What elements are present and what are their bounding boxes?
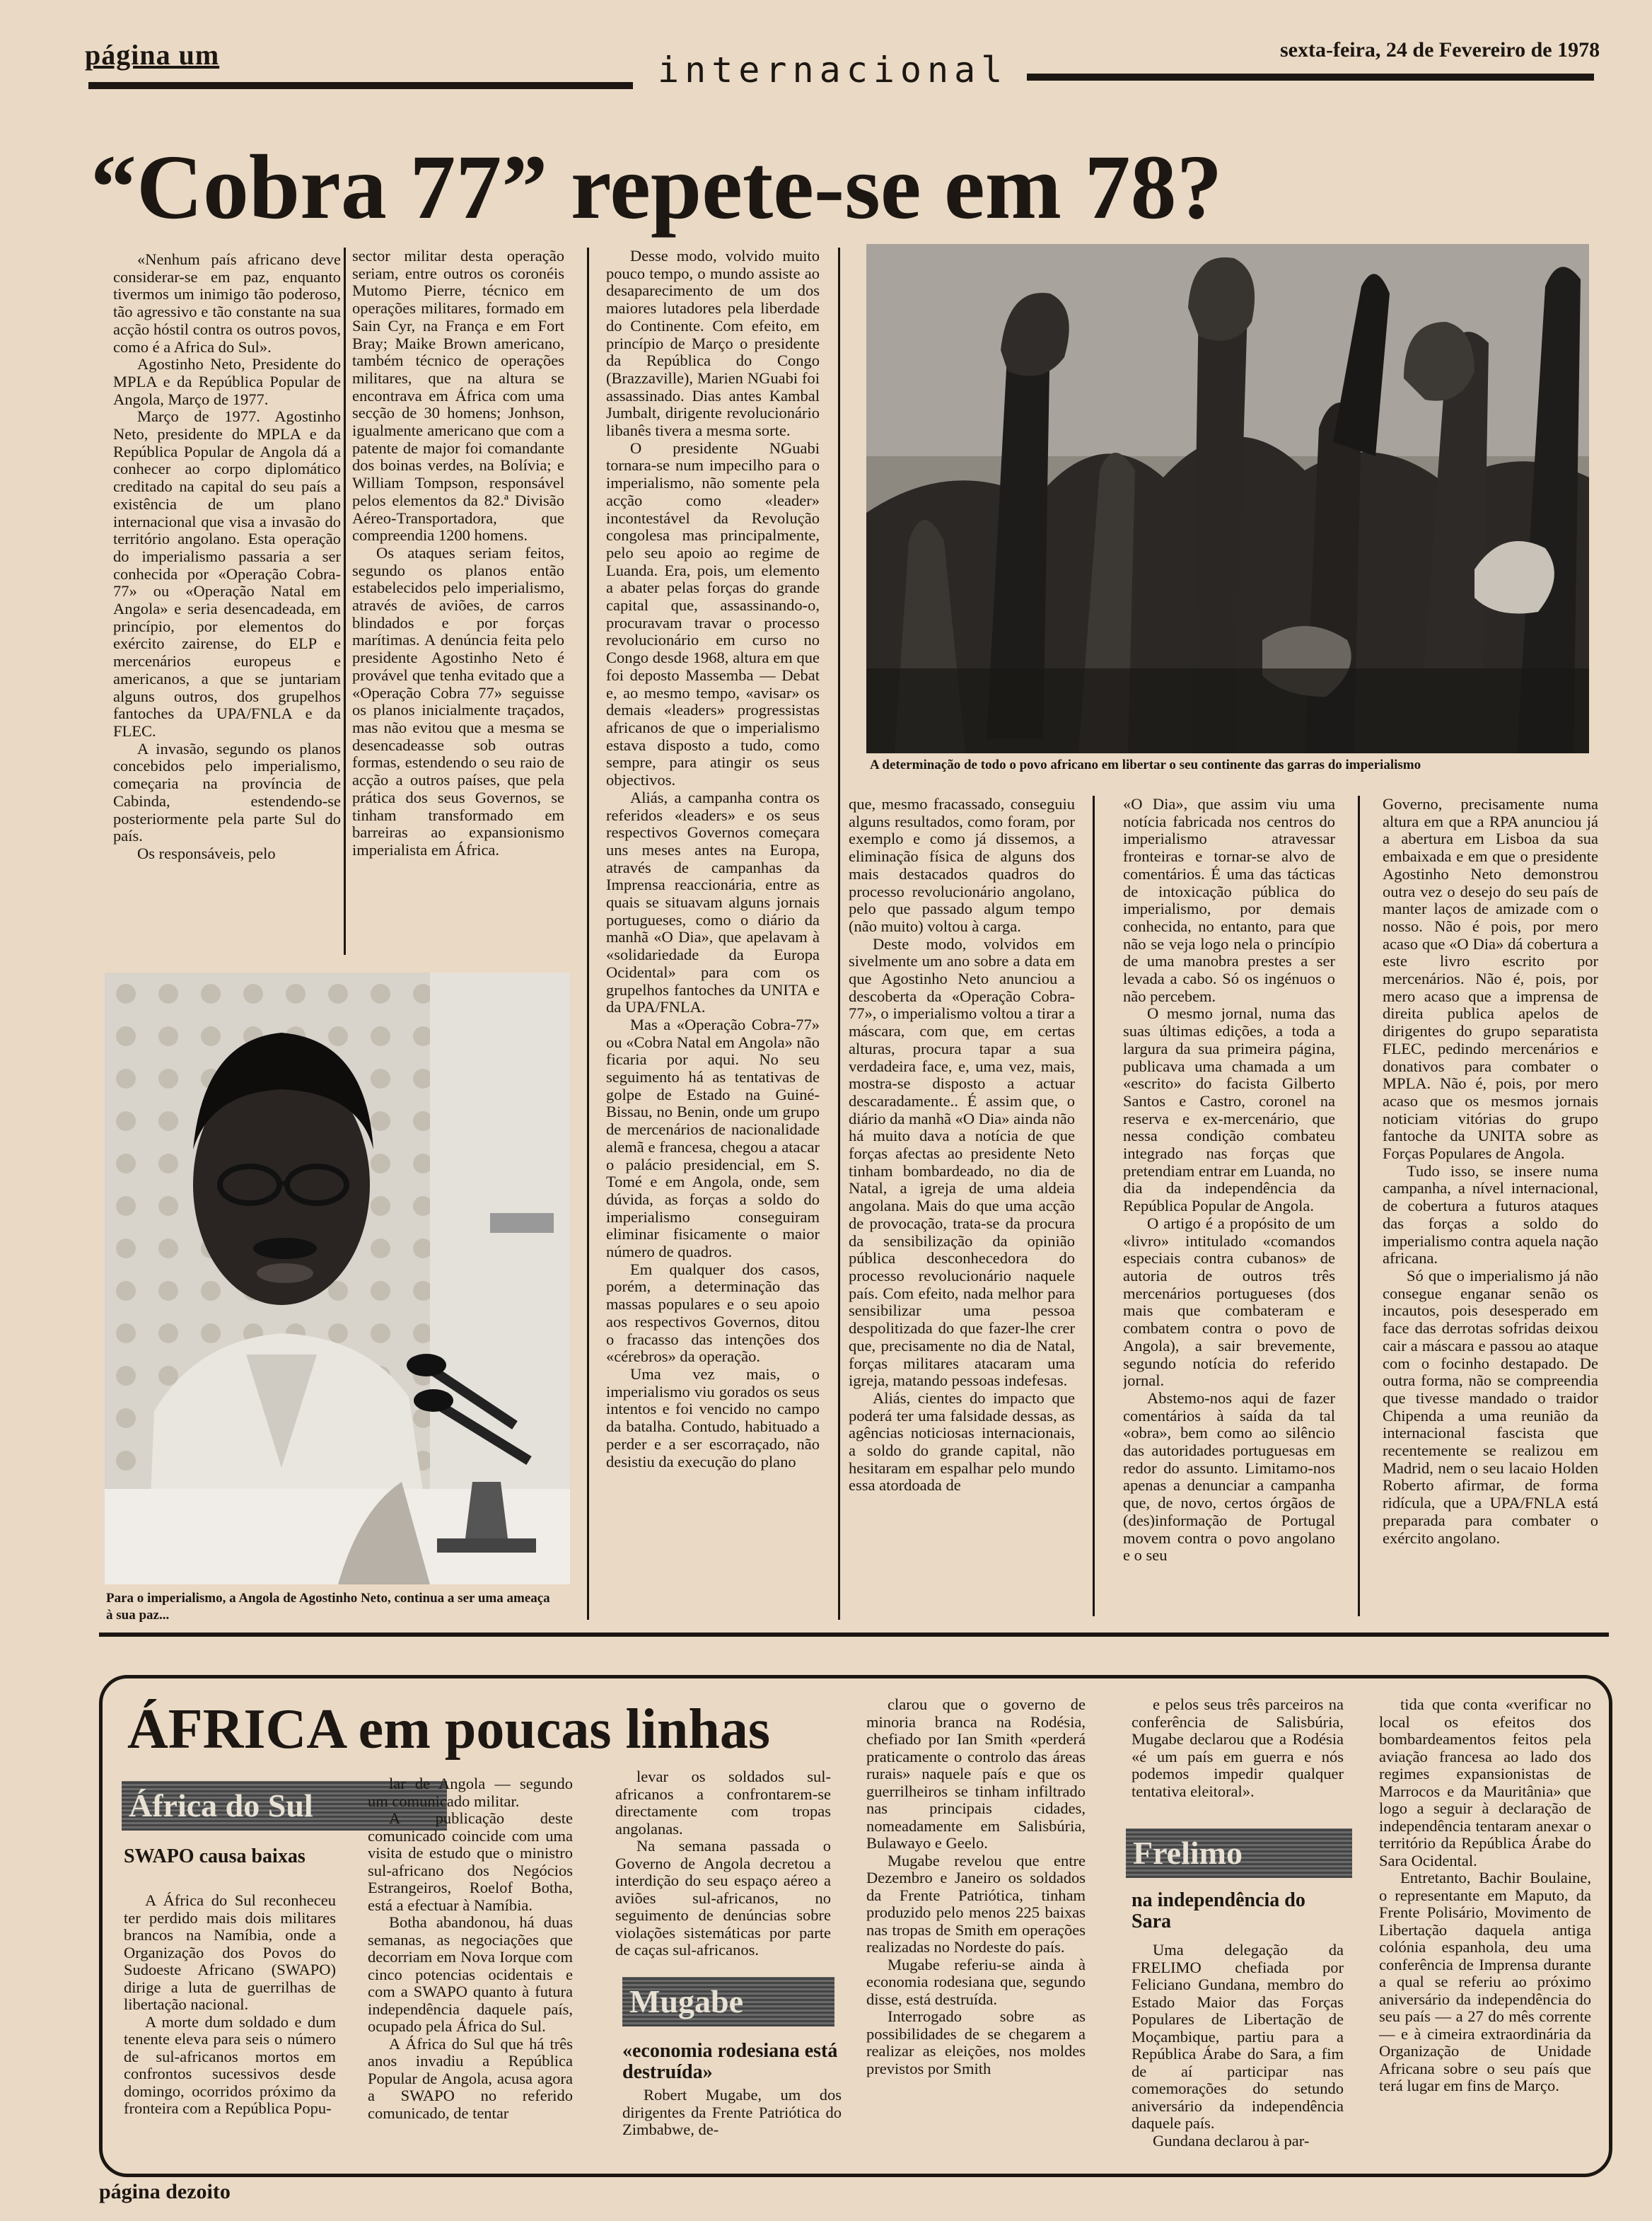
photo-agostinho-neto-image — [105, 973, 570, 1584]
brief-column-4 — [866, 1696, 1086, 2155]
subhead-frelimo: na independência do Sara — [1132, 1889, 1305, 1932]
paragraph: Só que o imperialismo já não consegue enganar senão os incautos, pois desesperado em face das derrotas sofridas deixou cair a máscara e passou ao ataque com o focinho destapado. De outra forma, não se compreendia que tivesse mandado o traidor Chipenda a uma reunião da internacional fascista que recentemente se realizou em Madrid, nem o seu lacaio Holden Roberto afirmar, de forma ridícula, que a UPA/FNLA está preparada para combater o exército angolano. — [1383, 1266, 1598, 1547]
paragraph: A África do Sul reconheceu ter perdido mais dois militares brancos na Namíbia, onde a Organização dos Povos do Sudoeste Africano (SWAPO) dirige a luta de guerrilhas de libertação nacional. — [124, 1892, 336, 2013]
paragraph: Abstemo-nos aqui de fazer comentários à saída da tal «obra», bem como ao silêncio das autoridades portuguesas em redor do assunto. Limitamo-nos apenas a denunciar a campanha que, de novo, certos órgãos de (des)informação de Portugal movem contra o povo angolano e o seu — [1123, 1388, 1335, 1565]
photo-raised-fists — [866, 244, 1589, 753]
paragraph: e pelos seus três parceiros na conferência de Salisbúria, Mugabe declarou que a Rodésia «é um país em guerra e nós podemos impedir qualquer tentativa eleitoral». — [1132, 1696, 1344, 1800]
subhead-swapo: SWAPO causa baixas — [124, 1845, 306, 1867]
paragraph: A morte dum soldado e dum tenente eleva para seis o número de sul-africanos mortos em confrontos sucessivos desde domingo, ocorridos próximo da fronteira com a República Popu- — [124, 2012, 336, 2117]
paragraph: Mugabe referiu-se ainda à economia rodesiana que, segundo disse, está destruída. — [866, 1955, 1086, 2008]
brief-column-6 — [1379, 1696, 1591, 2155]
paragraph: O presidente NGuabi tornara-se num impecilho para o imperialismo, não somente pela acção como «leader» incontestável da Revolução congolesa mas principalmente, pelo seu apoio ao regime de Luanda. Era, pois, um elemento a abater pelas forças do grande capital que, assassinando-o, procuravam travar o processo revolucionário em curso no Congo desde 1968, altura em que foi deposto Massemba — Debat e, ao mesmo tempo, «avisar» os demais «leaders» progressistas africanos de que o imperialismo estava disposto a tudo, como sempre, para atingir os seus objectivos. — [606, 439, 820, 789]
photo-agostinho-neto — [105, 973, 570, 1584]
paragraph: Robert Mugabe, um dos dirigentes da Frente Patriótica do Zimbabwe, de- — [622, 2087, 842, 2138]
caption-neto: Para o imperialismo, a Angola de Agostinho Neto, continua a ser uma ameaça à sua paz... — [106, 1591, 550, 1623]
paragraph: O mesmo jornal, numa das suas últimas edições, a toda a largura da sua primeira página, publicava uma chamada a um «escrito» do facista Gilberto Santos e Castro, coronel na reserva e ex-mercenário, que nessa condição combateu integrado nas forças que pretendiam entrar em Luanda, no dia da independência da República Popular de Angola. — [1123, 1004, 1335, 1215]
paragraph: Tudo isso, se insere numa campanha, a nível internacional, de cobertura a futuros ataques das forças a soldo do imperialismo contra aquela nação africana. — [1383, 1161, 1598, 1268]
paragraph: O artigo é a propósito de um «livro» intitulado «comandos especiais contra cubanos» de autoria de outros três mercenários portugueses (dos mais que combateram e combatem contra o povo de Angola), a sair brevemente, segundo notícia do referido jornal. — [1123, 1214, 1335, 1390]
brief-column-5b — [1132, 1942, 1344, 2154]
paragraph: Uma delegação da FRELIMO chefiada por Feliciano Gundana, membro do Estado Maior das Forças Populares de Libertação de Moçambique, partiu para a República Árabe do Sara, a fim de aí participar nas comemorações do setundo aniversário da independência daquele país. — [1132, 1942, 1344, 2132]
column-rule — [344, 248, 346, 955]
paragraph: Aliás, a campanha contra os referidos «leaders» e os seus respectivos Governos começara uns meses antes na Europa, através de campanhas da Imprensa reaccionária, entre as quais se situavam alguns jornais portugueses, como o diário da manhã «O Dia», que apelavam à «solidariedade da Europa Ocidental» para com os grupelhos fantoches da UNITA e da UPA/FNLA. — [606, 788, 820, 1016]
paragraph: que, mesmo fracassado, conseguiu alguns resultados, como foram, por exemplo e como já dissemos, a eliminação física de alguns dos mais destacados quadros do processo revolucionário angolano, pelo que passado algum tempo (não muito) voltou à carga. — [849, 796, 1075, 935]
article-column-1 — [113, 251, 341, 958]
brief-column-5 — [1132, 1696, 1344, 1823]
paragraph: Aliás, cientes do impacto que poderá ter uma falsidade dessas, as agências noticiosas internacionais, a soldo do grande capital, não hesitaram em espalhar pelo mundo essa atordoada de — [849, 1388, 1075, 1495]
photo-raised-fists-image — [866, 244, 1589, 753]
column-rule — [587, 248, 589, 1620]
article-column-5 — [1123, 796, 1335, 1623]
column-rule — [838, 248, 840, 1620]
paragraph: tida que conta «verificar no local os efeitos dos bombardeamentos feitos pela aviação francesa ao lado dos regimes expansionistas de Marrocos e da Mauritânia» que logo a seguir à declaração de independência tentaram anexar o território da República Árabe do Sara Ocidental. — [1379, 1696, 1591, 1869]
paragraph: A publicação deste comunicado coincide com uma visita de estudo que o ministro sul-africano dos Negócios Estrangeiros, Roelof Botha, está a efectuar à Namíbia. — [368, 1809, 573, 1914]
paragraph: Uma vez mais, o imperialismo viu gorados os seus intentos e foi vencido no campo da batalha. Contudo, habituado a perder e a ser escorraçado, não desistiu da execução do plano — [606, 1365, 820, 1471]
paragraph: Governo, precisamente numa altura em que a RPA anunciou já a abertura em Lisboa da sua embaixada e em que o presidente Agostinho Neto demonstrou outra vez o desejo do seu país de manter laços de amizade com o nosso. Não é pois, por mero acaso que «O Dia» dá cobertura a este livro escrito por mercenários. Não é, pois, por mero acaso que a imprensa de direita publica apelos de dirigentes do grupo separatista FLEC, pedindo mercenários e donativos para combater o MPLA. Não é, pois, por mero acaso que os mesmos jornais noticiam vitórias do grupo fantoche da UNITA sobre as Forças Populares de Angola. — [1383, 796, 1598, 1163]
article-column-6 — [1383, 796, 1598, 1623]
paragraph: Botha abandonou, há duas semanas, as negociações que decorriam em Nova Iorque com cinco potencias ocidentais e com a SWAPO quanto à futura independência daquele país, ocupado pela África do Sul. — [368, 1913, 573, 2035]
article-column-3 — [606, 248, 820, 1621]
brief-column-2 — [368, 1775, 573, 2154]
brief-column-3 — [615, 1768, 831, 1959]
caption-raised-fists: A determinação de todo o povo africano em libertar o seu continente das garras do imperialismo — [870, 758, 1421, 772]
paragraph: A África do Sul que há três anos invadiu a República Popular de Angola, acusa agora a SWAPO no referido comunicado, de tentar — [368, 2034, 573, 2122]
paragraph: Agostinho Neto, Presidente do MPLA e da República Popular de Angola, Março de 1977. — [113, 355, 341, 408]
paragraph: «O Dia», que assim viu uma notícia fabricada nos centros do imperialismo atravessar fronteiras e tornar-se alvo de comentários. É uma das tácticas de intoxicação pública do imperialismo, por demais conhecida, no entanto, para que não se veja logo nela o princípio de uma manobra prestes a ser levada a cabo. Só os ingénuos o não percebem. — [1123, 796, 1335, 1005]
footer-page-label: página dezoito — [99, 2180, 231, 2203]
article-column-4 — [849, 796, 1075, 1623]
paragraph: Mugabe revelou que entre Dezembro e Janeiro os soldados da Frente Patriótica, tinham produzido pelo menos 225 baixas nas tropas de Smith em operações realizadas no Nordeste do país. — [866, 1851, 1086, 1956]
section-title: internacional — [658, 50, 1008, 91]
paragraph: Os ataques seriam feitos, segundo os planos então estabelecidos pelo imperialismo, através de aviões, de carros blindados e por forças marítimas. A denúncia feita pelo presidente Agostinho Neto é provável que tenha evitado que a «Operação Cobra 77» seguisse os planos inicialmente traçados, mas não evitou que a mesma se desencadeasse sob outras formas, estendendo o seu raio de acção a outros países, que pela prática dos seus Governos, se tinham transformado em barreiras ao expansionismo imperialista em África. — [352, 543, 564, 859]
paragraph: Em qualquer dos casos, porém, a determinação das massas populares e o seu apoio aos respectivos Governos, ditou o fracasso das intenções dos «cérebros» da operação. — [606, 1260, 820, 1366]
paragraph: «Nenhum país africano deve considerar-se em paz, enquanto tivermos um inimigo tão poderoso, tão agressivo e tão constante na sua acção hóstil contra os outros povos, como é a Africa do Sul». — [113, 251, 341, 356]
headline: “Cobra 77” repete-se em 78? — [91, 137, 1223, 238]
paragraph: lar de Angola — segundo um comunicado militar. — [368, 1775, 573, 1810]
paragraph: Entretanto, Bachir Boulaine, o representante em Maputo, da Frente Polisário, Movimento de Libertação daquela antiga colónia espanhola, deu uma conferência de Imprensa durante a qual se referiu ao próximo aniversário da independência do seu país — a 27 do mês corrente — e à cimeira extraordinária da Organização de Unidade Africana sobre o seu país que terá lugar em fins de Março. — [1379, 1869, 1591, 2094]
paragraph: Março de 1977. Agostinho Neto, presidente do MPLA e da República Popular de Angola dá a conhecer ao corpo diplomático creditado na capital do seu país a existência de um plano internacional que visa a invasão do território angolano. Esta operação do imperialismo passaria a ser conhecida por «Operação Cobra-77» ou «Operação Natal em Angola» e seria desencadeada, em princípio, por elementos do exército zairense, do ELP e mercenários europeus e americanos, a que se juntariam alguns outros, dos grupelhos fantoches da UPA/FNLA e da FLEC. — [113, 407, 341, 740]
paragraph: Gundana declarou à par- — [1153, 2131, 1310, 2150]
tag-frelimo: Frelimo — [1126, 1828, 1352, 1878]
paragraph: sector militar desta operação seriam, entre outros os coronéis Mutomo Pierre, técnico em operações militares, formado em Sain Cyr, na França e em Fort Bray; Maike Brown americano, também técnico de operações militares, que na altura se encontrava em África com uma secção de 30 homens; Jonhson, igualmente americano que com a patente de major foi comandante dos boinas verdes, na Bolívia; e William Tompson, responsável pelos elementos da 82.ª Divisão Aéreo-Transportadora, que compreendia 1200 homens. — [352, 248, 564, 545]
brief-column-3b — [622, 2087, 842, 2150]
paragraph: Os responsáveis, pelo — [137, 844, 276, 862]
paragraph: Mas a «Operação Cobra-77» ou «Cobra Natal em Angola» não ficaria por aqui. No seu seguimento há as tentativas de golpe de Estado na Guiné-Bissau, no Benin, onde um grupo de mercenários de nacionalidade alemã e francesa, chegou a atacar o palácio presidencial, em S. Tomé e em Angola, onde, sem dúvida, as forças a soldo do imperialismo conseguiram eliminar fisicamente o maior número de quadros. — [606, 1015, 820, 1261]
article-column-2 — [352, 248, 564, 955]
issue-date: sexta-feira, 24 de Fevereiro de 1978 — [1280, 38, 1600, 62]
paragraph: A invasão, segundo os planos concebidos pelo imperialismo, começaria na província de Cabinda, estendendo-se posteriormente pela parte Sul do país. — [113, 739, 341, 845]
tag-africa-do-sul: África do Sul — [122, 1781, 447, 1831]
paragraph: Desse modo, volvido muito pouco tempo, o mundo assiste ao desaparecimento de um dos maiores lutadores pela liberdade do Continente. Com efeito, em princípio de Março o presidente da República do Congo (Brazzaville), Marien NGuabi foi assassinado. Dias antes Kambal Jumbalt, dirigente revolucionário libanês tivera a mesma sorte. — [606, 248, 820, 440]
header-rule-right — [1027, 74, 1594, 81]
paragraph: Interrogado sobre as possibilidades de se chegarem a realizar as eleições, nos moldes previstos por Smith — [866, 2007, 1086, 2077]
page-label: página um — [85, 39, 220, 71]
paragraph: clarou que o governo de minoria branca na Rodésia, chefiado por Ian Smith «perderá praticamente o controlo das áreas rurais» naquele país e que os guerrilheiros se tinham infiltrado nas principais cidades, nomeadamente em Salisbúria, Bulawayo e Geelo. — [866, 1696, 1086, 1852]
paragraph: levar os soldados sul-africanos a confrontarem-se directamente com tropas angolanas. — [615, 1768, 831, 1838]
column-rule — [1093, 796, 1095, 1616]
header-rule-left — [88, 82, 633, 89]
paragraph: Deste modo, volvidos em sivelmente um ano sobre a data em que Agostinho Neto anunciou a descoberta da «Operação Cobra-77», o imperialismo voltou a tirar a máscara, com que, em certas alturas, procura tapar a sua verdadeira face, e, uma vez, mais, mostra-se disposto a actuar descaradamente.. É assim que, o diário da manhã «O Dia» ainda não há muito dava a notícia de que forças afectas ao presidente Neto tinham bombardeado, no dia de Natal, a igreja de uma aldeia angolana. Mais do que uma acção de provocação, trata-se da procura da sensibilização da opinião pública desconhecedora do processo revolucionário naquele país. Com efeito, nada melhor para sensibilizar uma pessoa despolitizada do que fazer-lhe crer que, precisamente no dia de Natal, forças militares atacaram uma igreja, matando pessoas indefesas. — [849, 934, 1075, 1390]
subhead-mugabe: «economia rodesiana está destruída» — [622, 2040, 838, 2083]
column-rule — [1358, 796, 1360, 1616]
box-title: ÁFRICA em poucas linhas — [127, 1698, 771, 1761]
paragraph: Na semana passada o Governo de Angola decretou a interdição do seu espaço aéreo a aviões sul-africanos, no seguimento de denúncias sobre violações sistemáticas por parte de caças sul-africanos. — [615, 1837, 831, 1959]
tag-mugabe: Mugabe — [622, 1977, 834, 2026]
section-divider — [99, 1633, 1609, 1637]
brief-column-1 — [124, 1892, 336, 2154]
